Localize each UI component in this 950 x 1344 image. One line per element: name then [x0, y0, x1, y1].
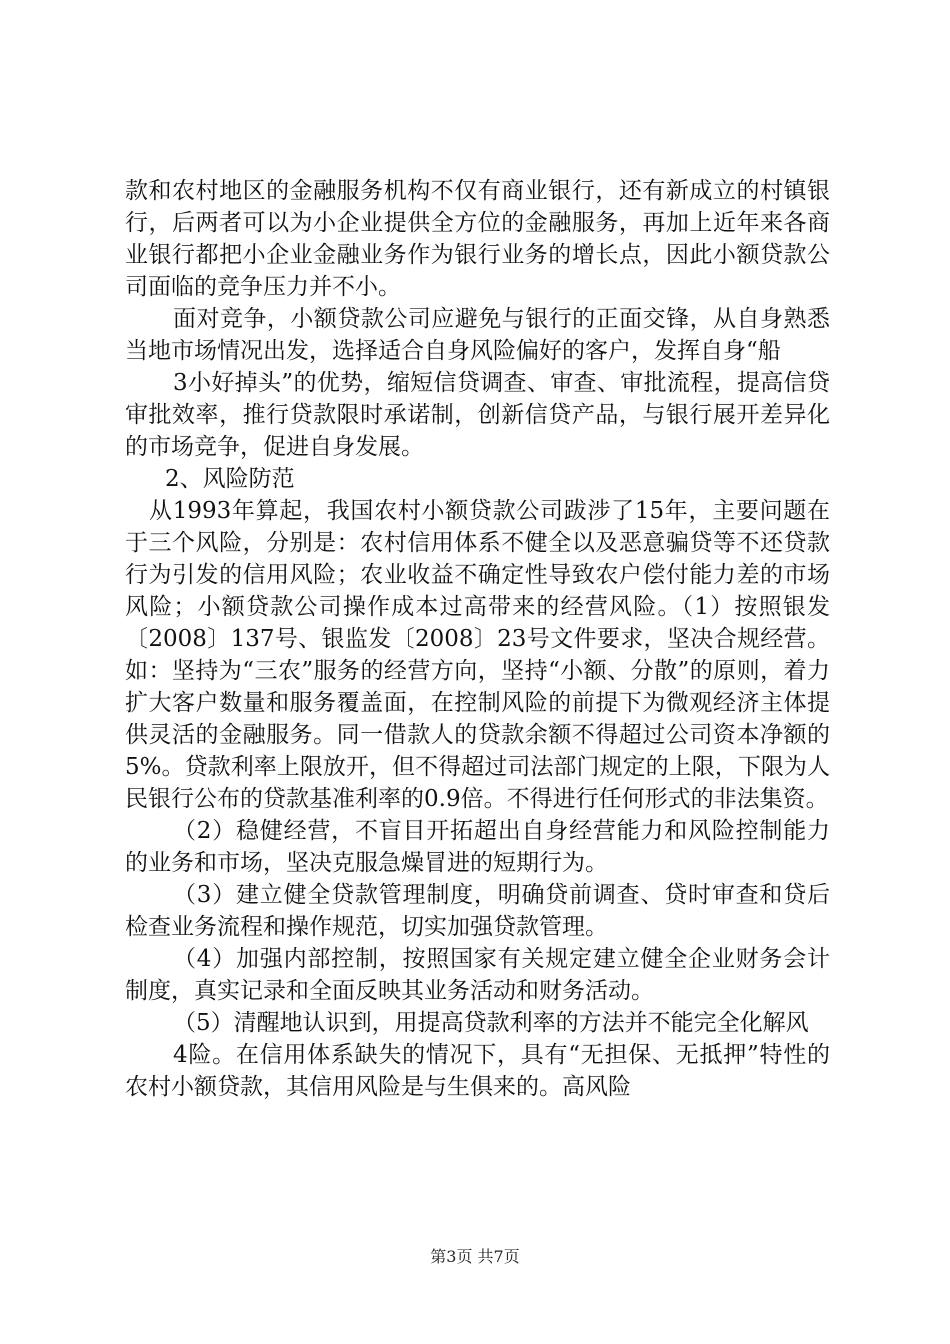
page-number-label: 第3页 共7页 [430, 1247, 520, 1266]
paragraph-2: 面对竞争，小额贷款公司应避免与银行的正面交锋，从自身熟悉当地市场情况出发，选择适合自身风险偏好的客户，发挥自身“船 [125, 306, 830, 364]
paragraph-1: 款和农村地区的金融服务机构不仅有商业银行，还有新成立的村镇银行，后两者可以为小企业提供全方位的金融服务，再加上近年来各商业银行都把小企业金融业务作为银行业务的增长点，因此小额贷款公司面临的竞争压力并不小。 [125, 178, 830, 300]
paragraph-8: （4）加强内部控制，按照国家有关规定建立健全企业财务会计制度，真实记录和全面反映其业务活动和财务活动。 [125, 946, 830, 1004]
paragraph-3: 3小好掉头”的优势，缩短信贷调查、审查、审批流程，提高信贷审批效率，推行贷款限时承诺制，创新信贷产品，与银行展开差异化的市场竞争，促进自身发展。 [125, 370, 830, 460]
paragraph-10: 4险。在信用体系缺失的情况下，具有“无担保、无抵押”特性的农村小额贷款，其信用风险是与生俱来的。高风险 [125, 1042, 830, 1100]
paragraph-9: （5）清醒地认识到，用提高贷款利率的方法并不能完全化解风 [173, 1010, 809, 1036]
page-footer [0, 1244, 950, 1267]
section-heading: 2、风险防范 [165, 466, 295, 492]
paragraph-5: 从1993年算起，我国农村小额贷款公司跋涉了15年，主要问题在于三个风险，分别是：农村信用体系不健全以及恶意骗贷等不还贷款行为引发的信用风险；农业收益不确定性导致农户偿付能力差的市场风险；小额贷款公司操作成本过高带来的经营风险。（1）按照银发〔2008〕137号、银监发〔2008〕23号文件要求，坚决合规经营。如：坚持为“三农”服务的经营方向，坚持“小额、分散”的原则，着力扩大客户数量和服务覆盖面，在控制风险的前提下为微观经济主体提供灵活的金融服务。同一借款人的贷款余额不得超过公司资本净额的5%。贷款利率上限放开，但不得超过司法部门规定的上限，下限为人民银行公布的贷款基准利率的0.9倍。不得进行任何形式的非法集资。 [125, 498, 830, 812]
document-body [125, 175, 830, 1103]
paragraph-6: （2）稳健经营，不盲目开拓超出自身经营能力和风险控制能力的业务和市场，坚决克服急燥冒进的短期行为。 [125, 818, 830, 876]
paragraph-7: （3）建立健全贷款管理制度，明确贷前调查、贷时审查和贷后检查业务流程和操作规范，切实加强贷款管理。 [125, 882, 830, 940]
